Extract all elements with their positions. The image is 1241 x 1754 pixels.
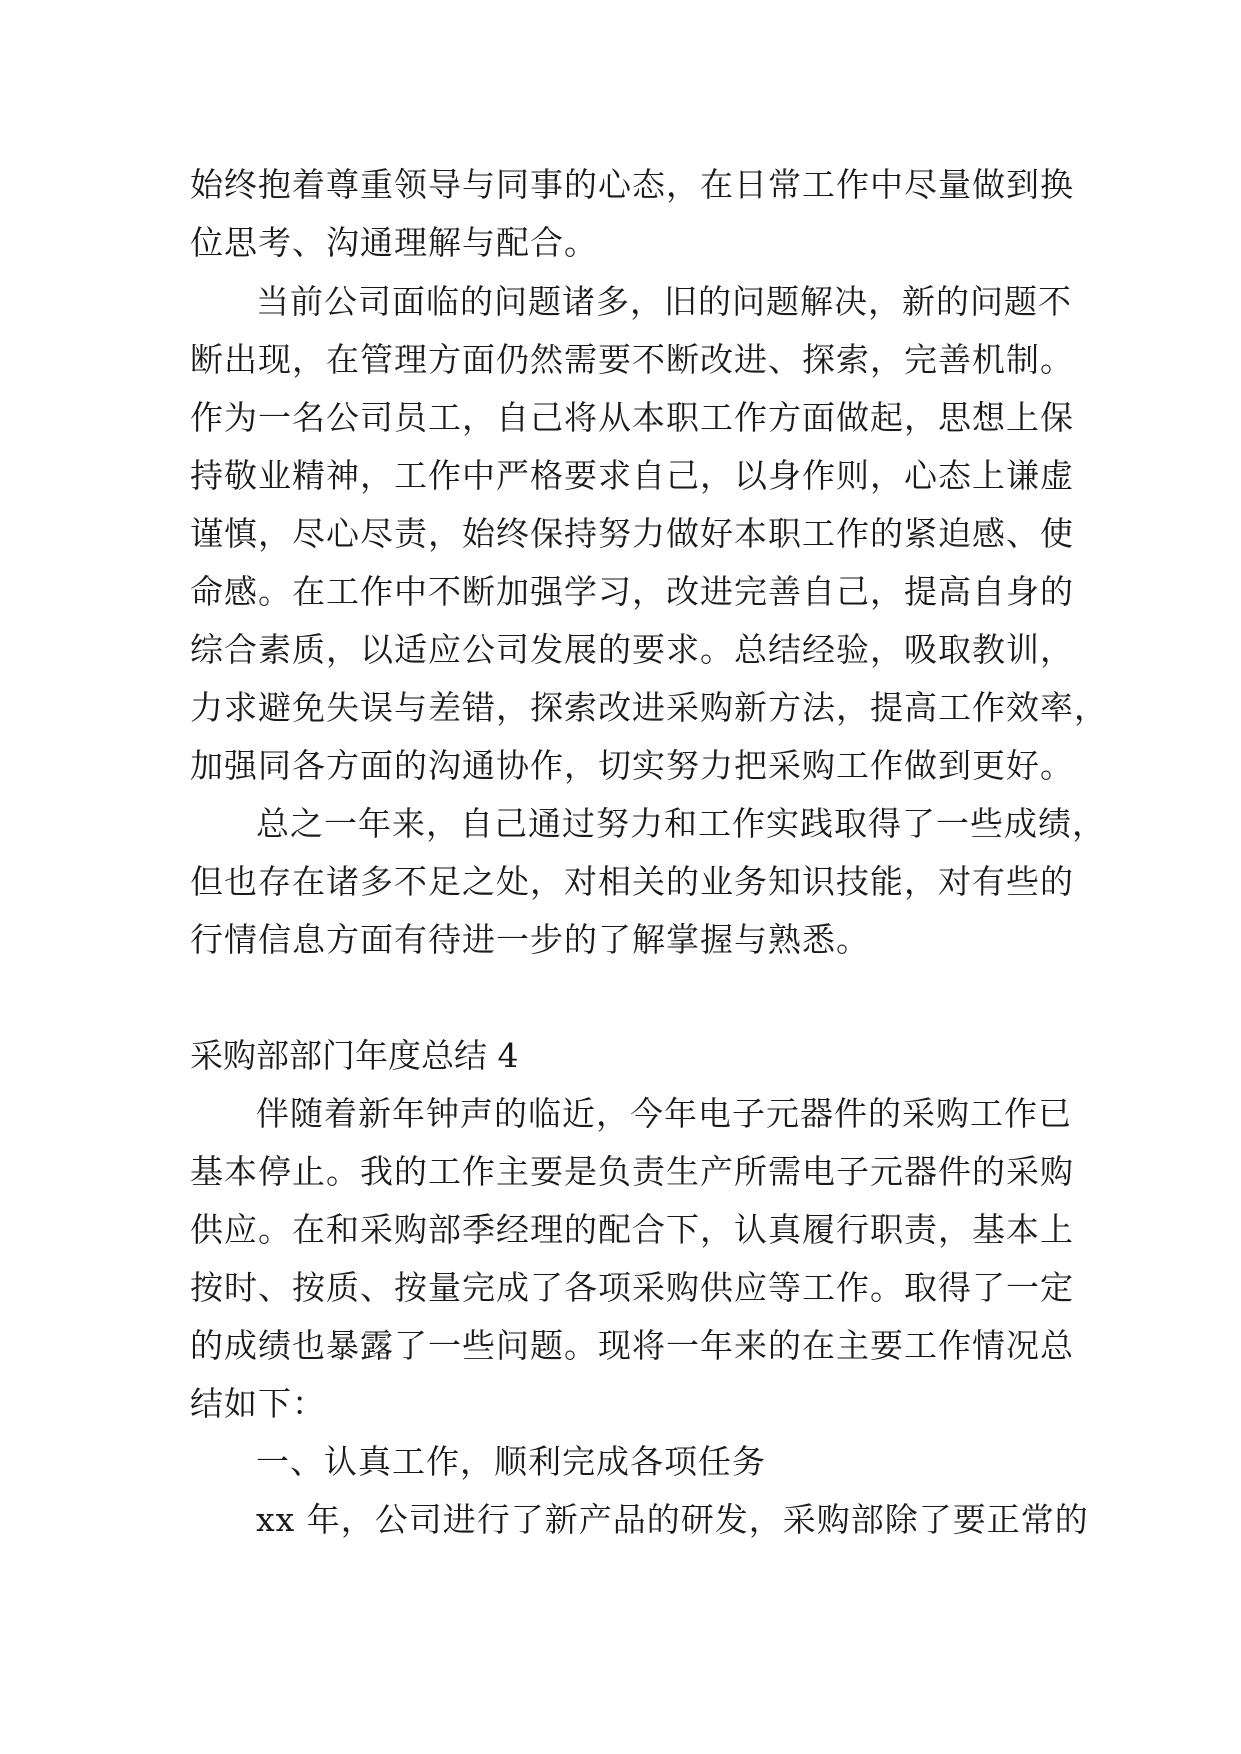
subheading: 一、认真工作，顺利完成各项任务	[256, 1442, 766, 1481]
text-line: 供应。在和采购部季经理的配合下，认真履行职责，基本上	[190, 1210, 1074, 1249]
text-line: 综合素质，以适应公司发展的要求。总结经验，吸取教训，	[190, 630, 1074, 669]
text-line: 命感。在工作中不断加强学习，改进完善自己，提高自身的	[190, 572, 1074, 611]
text-line: 加强同各方面的沟通协作，切实努力把采购工作做到更好。	[190, 746, 1074, 785]
paragraph-first-line: xx 年，公司进行了新产品的研发，采购部除了要正常的	[256, 1500, 1089, 1539]
section-heading: 采购部部门年度总结 4	[190, 1036, 519, 1075]
text-line: 谨慎，尽心尽责，始终保持努力做好本职工作的紧迫感、使	[190, 514, 1074, 553]
text-line: 基本停止。我的工作主要是负责生产所需电子元器件的采购	[190, 1152, 1074, 1191]
text-line: 断出现，在管理方面仍然需要不断改进、探索，完善机制。	[190, 340, 1074, 379]
text-line: 始终抱着尊重领导与同事的心态，在日常工作中尽量做到换	[190, 165, 1074, 204]
text-line: 位思考、沟通理解与配合。	[190, 223, 598, 262]
text-line: 持敬业精神，工作中严格要求自己，以身作则，心态上谦虚	[190, 456, 1074, 495]
text-line: 的成绩也暴露了一些问题。现将一年来的在主要工作情况总	[190, 1326, 1074, 1365]
text-line: 行情信息方面有待进一步的了解掌握与熟悉。	[190, 920, 870, 959]
text-line: 作为一名公司员工，自己将从本职工作方面做起，思想上保	[190, 398, 1074, 437]
text-line: 结如下：	[190, 1384, 326, 1423]
text-line: 力求避免失误与差错，探索改进采购新方法，提高工作效率，	[190, 688, 1108, 727]
paragraph-first-line: 总之一年来，自己通过努力和工作实践取得了一些成绩，	[256, 804, 1106, 843]
paragraph-first-line: 伴随着新年钟声的临近，今年电子元器件的采购工作已	[256, 1094, 1072, 1133]
text-line: 按时、按质、按量完成了各项采购供应等工作。取得了一定	[190, 1268, 1074, 1307]
text-line: 但也存在诸多不足之处，对相关的业务知识技能，对有些的	[190, 862, 1074, 901]
paragraph-first-line: 当前公司面临的问题诸多，旧的问题解决，新的问题不	[256, 282, 1072, 321]
